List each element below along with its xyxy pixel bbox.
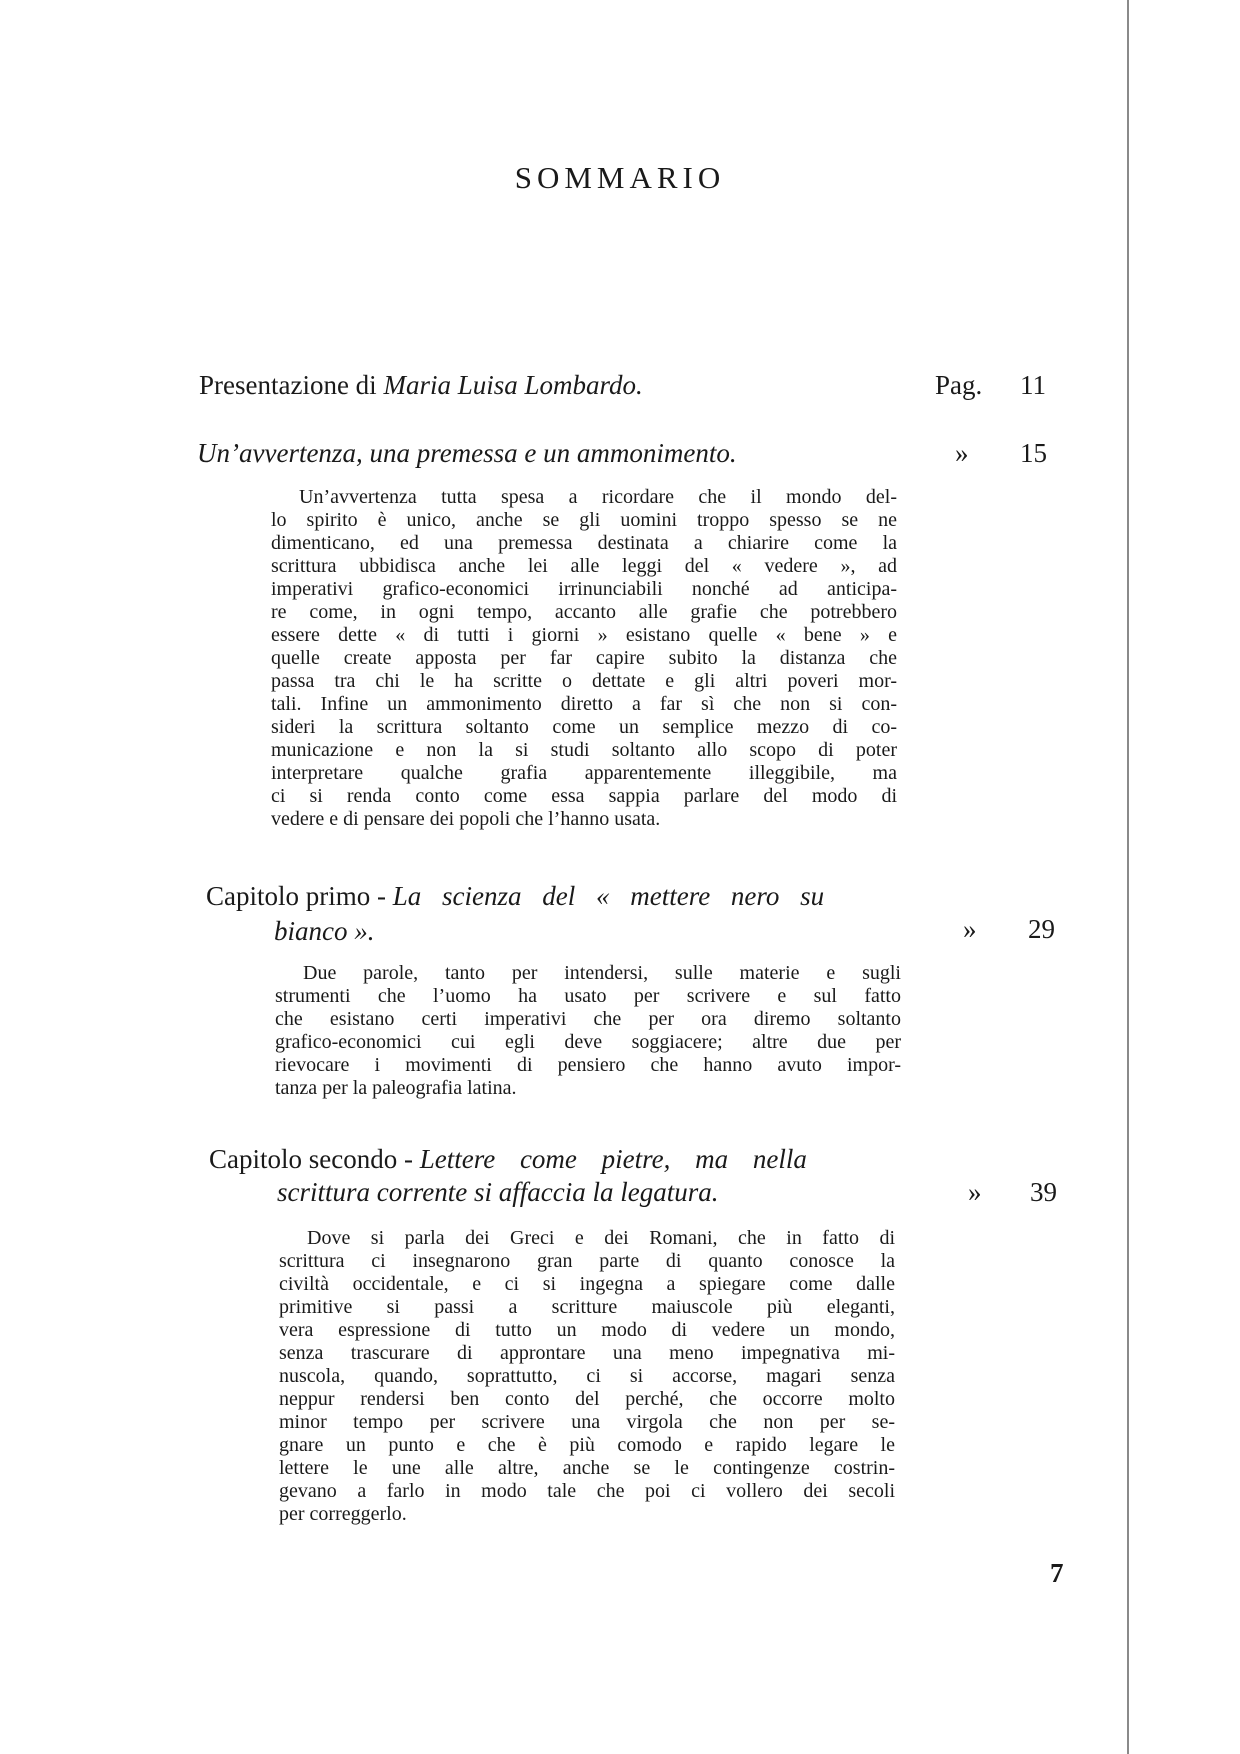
summary-line: lo spirito è unico, anche se gli uomini troppo spesso se ne	[271, 509, 897, 531]
page-marker: Pag.	[935, 370, 983, 400]
summary-line: civiltà occidentale, e ci si ingegna a spiegare come dalle	[279, 1273, 895, 1295]
toc-entry-capitolo-secondo	[209, 1144, 807, 1175]
summary-line: interpretare qualche grafia apparentemente illeggibile, ma	[271, 762, 897, 784]
summary-line: minor tempo per scrivere una virgola che non per se-	[279, 1411, 895, 1433]
entry-summary	[279, 1227, 895, 1526]
summary-line: lettere le une alle altre, anche se le contingenze costrin-	[279, 1457, 895, 1479]
page-number: 15	[1020, 438, 1047, 468]
summary-line: neppur rendersi ben conto del perché, che occorre molto	[279, 1388, 895, 1410]
summary-line: vera espressione di tutto un modo di vedere un mondo,	[279, 1319, 895, 1341]
summary-line: tanza per la paleografia latina.	[275, 1077, 517, 1099]
scan-border-line	[1127, 0, 1129, 1754]
summary-line: rievocare i movimenti di pensiero che hanno avuto impor-	[275, 1054, 901, 1076]
summary-line: scrittura ci insegnarono gran parte di quanto conosce la	[279, 1250, 895, 1272]
page-number: 39	[1030, 1177, 1057, 1207]
summary-line: imperativi grafico-economici irrinunciabili nonché ad anticipa-	[271, 578, 897, 600]
entry-label: Capitolo secondo -	[209, 1144, 420, 1174]
summary-line: senza trascurare di approntare una meno impegnativa mi-	[279, 1342, 895, 1364]
entry-summary	[271, 486, 897, 831]
summary-line: Un’avvertenza tutta spesa a ricordare che il mondo del-	[299, 486, 897, 508]
page-number: 29	[1028, 914, 1055, 944]
summary-line: per correggerlo.	[279, 1503, 407, 1525]
summary-line: vedere e di pensare dei popoli che l’hanno usata.	[271, 808, 661, 830]
summary-line: tali. Infine un ammonimento diretto a far sì che non si con-	[271, 693, 897, 715]
summary-line: ci si renda conto come essa sappia parlare del modo di	[271, 785, 897, 807]
toc-entry-presentazione	[199, 370, 643, 401]
entry-label: Capitolo primo -	[206, 881, 393, 911]
page-marker: »	[955, 438, 969, 468]
entry-title: La scienza del « mettere nero su	[392, 881, 825, 911]
entry-summary	[275, 962, 901, 1100]
summary-line: quelle create apposta per far capire subito la distanza che	[271, 647, 897, 669]
entry-label: Presentazione di	[199, 370, 384, 400]
summary-line: essere dette « di tutti i giorni » esistano quelle « bene » e	[271, 624, 897, 646]
summary-line: municazione e non la si studi soltanto allo scopo di poter	[271, 739, 897, 761]
entry-title-continued: bianco ».	[274, 916, 375, 946]
summary-line: gnare un punto e che è più comodo e rapido legare le	[279, 1434, 895, 1456]
summary-line: grafico-economici cui egli deve soggiacere; altre due per	[275, 1031, 901, 1053]
summary-line: nuscola, quando, soprattutto, ci si accorse, magari senza	[279, 1365, 895, 1387]
entry-title: Lettere come pietre, ma nella	[419, 1144, 807, 1174]
summary-line: passa tra chi le ha scritte o dettate e gli altri poveri mor-	[271, 670, 897, 692]
summary-line: Due parole, tanto per intendersi, sulle materie e sugli	[303, 962, 901, 984]
summary-line: sideri la scrittura soltanto come un semplice mezzo di co-	[271, 716, 897, 738]
entry-title-continued: scrittura corrente si affaccia la legatura.	[277, 1177, 719, 1207]
toc-entry-capitolo-primo	[206, 881, 824, 912]
page-title: SOMMARIO	[514, 160, 726, 195]
summary-line: che esistano certi imperativi che per ora diremo soltanto	[275, 1008, 901, 1030]
summary-line: primitive si passi a scritture maiuscole più eleganti,	[279, 1296, 895, 1318]
page-marker: »	[963, 914, 977, 944]
summary-line: Dove si parla dei Greci e dei Romani, che in fatto di	[307, 1227, 895, 1249]
summary-line: re come, in ogni tempo, accanto alle grafie che potrebbero	[271, 601, 897, 623]
entry-author: Maria Luisa Lombardo.	[383, 370, 643, 400]
summary-line: strumenti che l’uomo ha usato per scrivere e sul fatto	[275, 985, 901, 1007]
folio-page-number: 7	[1050, 1558, 1064, 1588]
summary-line: scrittura ubbidisca anche lei alle leggi del « vedere », ad	[271, 555, 897, 577]
summary-line: gevano a farlo in modo tale che poi ci vollero dei secoli	[279, 1480, 895, 1502]
toc-entry-avvertenza: Un’avvertenza, una premessa e un ammonimento.	[197, 438, 737, 468]
page-marker: »	[968, 1177, 982, 1207]
page-number: 11	[1020, 370, 1046, 400]
summary-line: dimenticano, ed una premessa destinata a chiarire come la	[271, 532, 897, 554]
